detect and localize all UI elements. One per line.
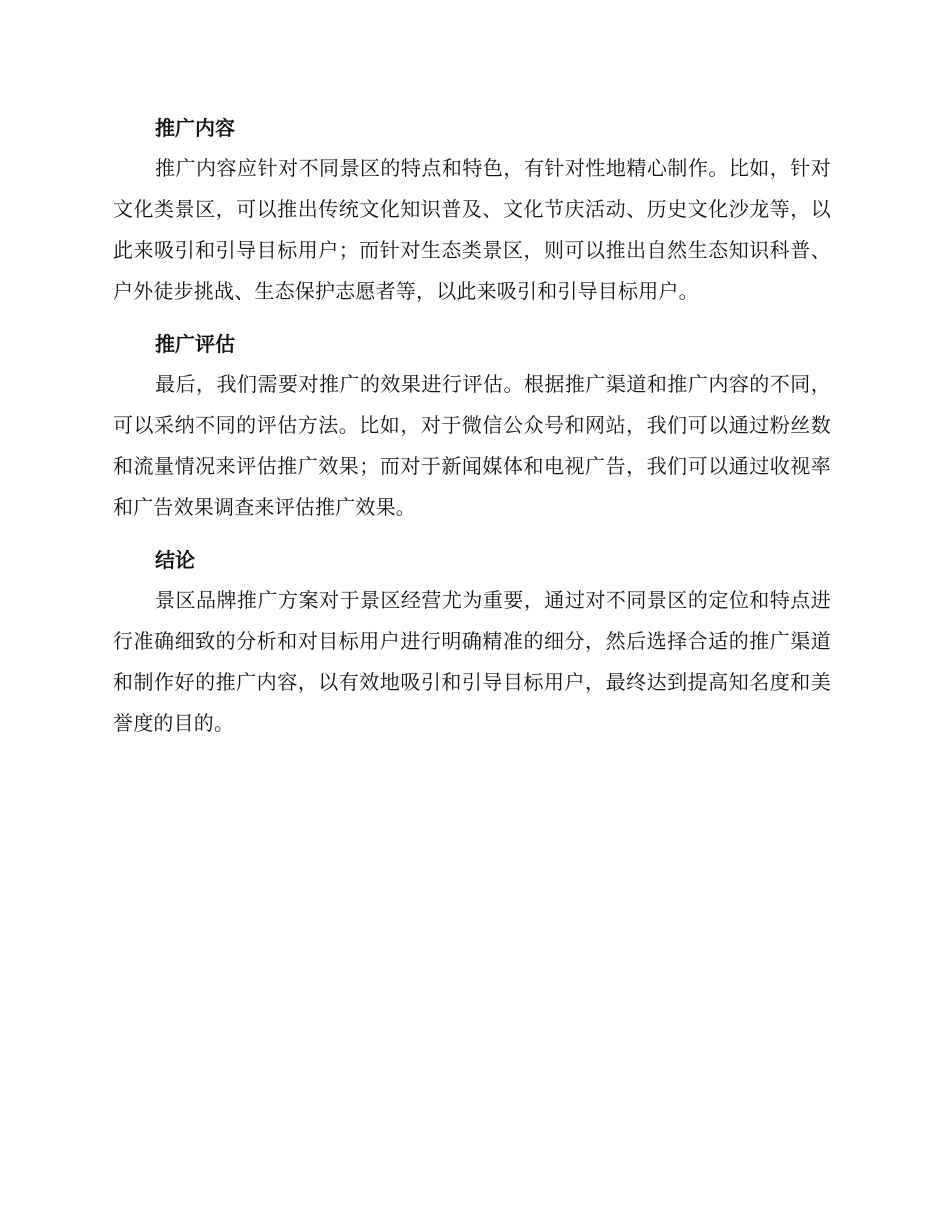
section-heading: 结论 xyxy=(155,548,195,572)
section-paragraph: 景区品牌推广方案对于景区经营尤为重要，通过对不同景区的定位和特点进行准确细致的分析和对目标用户进行明确精准的细分，然后选择合适的推广渠道和制作好的推广内容，以有效地吸引和引导目标用户，最终达到提高知名度和美誉度的目的。 xyxy=(113,588,831,735)
document-page xyxy=(113,108,831,756)
section-heading: 推广评估 xyxy=(155,332,235,356)
section-conclusion xyxy=(113,540,831,744)
section-heading: 推广内容 xyxy=(155,116,235,140)
section-paragraph: 推广内容应针对不同景区的特点和特色，有针对性地精心制作。比如，针对文化类景区，可以推出传统文化知识普及、文化节庆活动、历史文化沙龙等，以此来吸引和引导目标用户；而针对生态类景区，则可以推出自然生态知识科普、户外徒步挑战、生态保护志愿者等，以此来吸引和引导目标用户。 xyxy=(113,156,831,303)
section-promotion-content xyxy=(113,108,831,312)
section-promotion-evaluation xyxy=(113,324,831,528)
section-paragraph: 最后，我们需要对推广的效果进行评估。根据推广渠道和推广内容的不同，可以采纳不同的评估方法。比如，对于微信公众号和网站，我们可以通过粉丝数和流量情况来评估推广效果；而对于新闻媒体和电视广告，我们可以通过收视率和广告效果调查来评估推广效果。 xyxy=(113,372,831,519)
